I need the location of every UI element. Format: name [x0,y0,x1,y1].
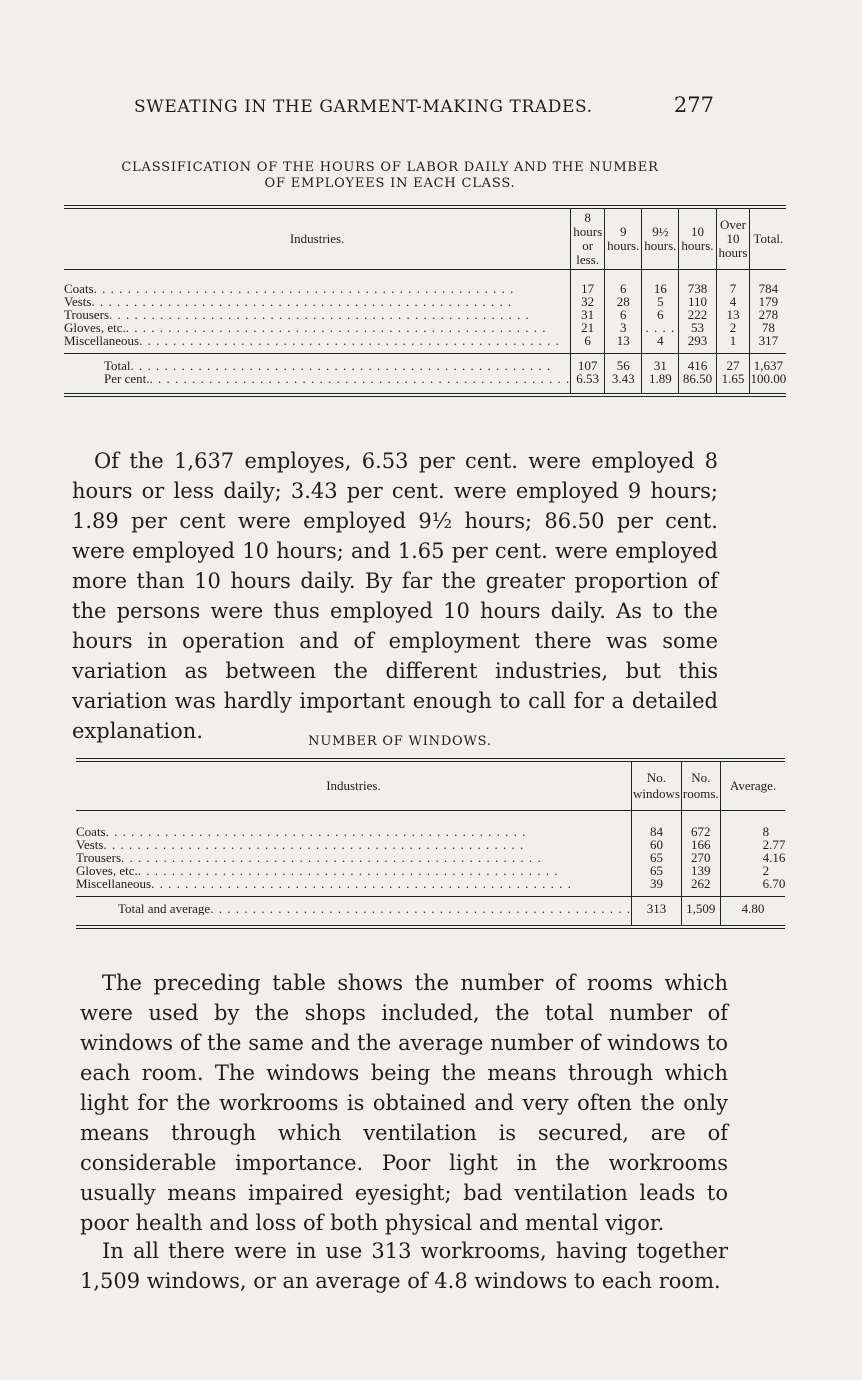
table2-industry-column [76,811,631,897]
table-cell: 39 [649,876,663,891]
table1-10-hours-column [679,270,716,354]
table-cell: 7 [729,281,737,296]
table-cell: 166 [691,837,711,852]
table1-header-row [64,207,786,270]
table-cell: 784 [758,281,779,296]
table2-header-average: Average. [720,760,785,811]
hours-of-labor-table [64,205,786,397]
table-cell: 13 [726,307,740,322]
table1-header-8-hours: 8 hours or less. [571,207,605,270]
table-cell: 6 [619,281,627,296]
paragraph-windows-total: In all there were in use 313 workrooms, having together 1,509 windows, or an average of 4.8 windows to each room. [80,1239,728,1293]
table-cell: 139 [691,863,711,878]
table1-body-row [64,270,786,354]
table-cell: 6 [584,333,591,348]
table-cell: 270 [691,850,711,865]
table-row-label: Vests . . . [64,295,570,308]
table2-total-rooms: 1,509 [681,897,720,928]
table-cell: 222 [687,307,708,322]
table1-header-9-5-hours: 9½ hours. [642,207,679,270]
table-row-label: Trousers . . . [76,851,631,864]
table1-total-row [64,354,786,396]
table-row-label: Coats . . . [64,282,570,295]
table1-over-10-column [716,270,750,354]
table-row-label: Gloves, etc. . . . [64,321,570,334]
table1-header-industries: Industries. [64,207,571,270]
table2-header-windows: No. windows [631,760,681,811]
table1-header-total: Total. [750,207,786,270]
table2-total-row [76,897,785,928]
table2-total-windows: 313 [631,897,681,928]
table-row-label: Trousers . . . [64,308,570,321]
table2-header-industries: Industries. [76,760,631,811]
table-cell: 1 [729,333,737,348]
table1-total-8-hours: 107 6.53 [571,354,605,396]
table-cell: 65 [649,863,663,878]
total-label: Total . . . [104,359,570,372]
table2-header-row [76,760,785,811]
paragraph-windows-explanation: The preceding table shows the number of rooms which were used by the shops included, the total number of windows of the same and the average number of windows to each room. The windows being the means through which light for the workrooms is obtained and very often the only means through which ventilation is secured, are of considerable importance. Poor light in the workrooms usually means impaired eyesight; bad ventilation leads to poor health and loss of both physical and mental vigor. [80,971,728,1235]
table1-total-column [750,270,786,354]
table-cell: 13 [616,333,630,348]
table-cell: 2 [762,863,770,878]
table-cell: 8 [762,824,770,839]
table1-header-9-hours: 9 hours. [605,207,642,270]
table1-caption-line2: OF EMPLOYEES IN EACH CLASS. [264,176,516,191]
table-cell: 17 [581,281,595,296]
table-cell-blank: . . . . [645,321,676,334]
table2-caption: NUMBER OF WINDOWS. [308,734,492,749]
table-cell: 28 [616,294,630,309]
table2-total-label-cell [76,897,631,928]
table2-total-average: 4.80 [720,897,785,928]
table1-total-labels [64,354,571,396]
table1-caption-line1: CLASSIFICATION OF THE HOURS OF LABOR DAILY AND THE NUMBER [121,160,659,175]
table1-industry-column [64,270,571,354]
table1-header-over-10: Over 10 hours [716,207,750,270]
table2-header-rooms: No. rooms. [681,760,720,811]
table-cell: 6 [619,307,627,322]
table1-total-total: 1,637 100.00 [750,354,786,396]
table-row-label: Gloves, etc. . . . [76,864,631,877]
table-cell: 16 [653,281,667,296]
number-of-windows-table [76,758,785,929]
table1-header-10-hours: 10 hours. [679,207,716,270]
table-row-label: Miscellaneous . . . [76,877,631,890]
table-cell: 293 [687,333,708,348]
paragraph-hours-summary: Of the 1,637 employes, 6.53 per cent. were employed 8 hours or less daily; 3.43 per cent. were employed 9 hours; 1.89 per cent were employed 9½ hours; 86.50 per cent. were employed 10 hours; and 1.65 per cent. were employed more than 10 hours daily. By far the greater proportion of the persons were thus employed 10 hours daily. As to the hours in operation and of employment there was some variation as between the different industries, but this variation was hardly important enough to call for a detailed explanation. [72,449,718,743]
table-cell: 78 [761,320,775,335]
table-cell: 110 [687,294,707,309]
table-cell: 2 [729,320,737,335]
table-cell: 6 [657,307,664,322]
table-cell: 65 [649,850,663,865]
table2-windows-column [631,811,681,897]
table-row-label: Coats . . . [76,825,631,838]
table-cell: 32 [581,294,595,309]
table-row-label: Vests . . . [76,838,631,851]
table1-total-9-hours: 56 3.43 [605,354,642,396]
table1-9-hours-column [605,270,642,354]
table1-total-10-hours: 416 86.50 [679,354,716,396]
page-number: 277 [673,93,714,117]
table1-total-9-5-hours: 31 1.89 [642,354,679,396]
table-cell: 2.77 [762,837,786,852]
total-label: Total and average . . . [118,902,631,915]
table-row-label: Miscellaneous . . . [64,334,570,347]
table-cell: 31 [581,307,595,322]
table-cell: 179 [758,294,779,309]
table-cell: 4 [657,333,664,348]
table2-body-row [76,811,785,897]
table1-8-hours-column [571,270,605,354]
running-head [134,93,714,117]
table-cell: 4.16 [762,850,786,865]
table2-rooms-column [681,811,720,897]
table2-average-column [720,811,785,897]
table-cell: 53 [690,320,704,335]
percent-label: Per cent. . . . [104,372,570,385]
table1-total-over-10: 27 1.65 [716,354,750,396]
table-cell: 262 [691,876,711,891]
table-cell: 317 [758,333,779,348]
table-cell: 672 [691,824,711,839]
table-cell: 738 [687,281,708,296]
table1-caption [60,160,720,192]
table1-9-5-hours-column [642,270,679,354]
table-cell: 60 [649,837,663,852]
table-cell: 6.70 [762,876,786,891]
table-cell: 21 [581,320,595,335]
table-cell: 84 [649,824,663,839]
table-cell: 4 [729,294,737,309]
table-cell: 278 [758,307,779,322]
running-head-title: SWEATING IN THE GARMENT-MAKING TRADES. [134,97,593,117]
table-cell: 3 [619,320,627,335]
table-cell: 5 [657,294,664,309]
